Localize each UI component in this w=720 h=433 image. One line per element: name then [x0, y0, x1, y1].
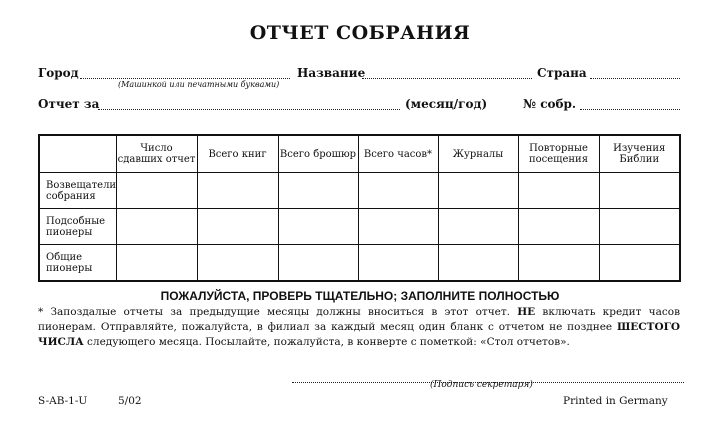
- table-cell[interactable]: [518, 173, 599, 209]
- form-code: S-AB-1-U: [38, 395, 88, 407]
- signature-caption: (Подпись секретаря): [430, 380, 533, 390]
- city-hint: (Машинкой или печатными буквами): [118, 80, 280, 89]
- header-reporters: Число сдавших отчет: [116, 135, 197, 173]
- report-period-field[interactable]: [98, 99, 400, 110]
- city-field[interactable]: [80, 68, 290, 79]
- footnote-part-1: * Запоздалые отчеты за предыдущие месяцы должны вноситься в этот отчет.: [38, 306, 518, 318]
- congregation-no-field[interactable]: [580, 99, 680, 110]
- row-label-regular-pioneers: Общие пионеры: [39, 245, 116, 282]
- table-row: [39, 173, 680, 209]
- table-cell[interactable]: [197, 173, 278, 209]
- header-hours: Всего часов*: [358, 135, 438, 173]
- printed-in: Printed in Germany: [563, 395, 668, 407]
- row-label-publishers: Возвещатели собрания: [39, 173, 116, 209]
- table-header-row: [39, 135, 680, 173]
- table-row: [39, 245, 680, 282]
- footnote-part-3: следующего месяца. Посылайте, пожалуйста, в конверте с пометкой: «Стол отчетов».: [83, 336, 570, 348]
- table-cell[interactable]: [599, 245, 680, 282]
- footnote-text: [38, 305, 680, 350]
- name-field[interactable]: [362, 68, 532, 79]
- instruction-heading: ПОЖАЛУЙСТА, ПРОВЕРЬ ТЩАТЕЛЬНО; ЗАПОЛНИТЕ ПОЛНОСТЬЮ: [160, 289, 560, 303]
- table-cell[interactable]: [518, 245, 599, 282]
- footnote-bold-sixth: ШЕСТОГО ЧИСЛА: [38, 321, 680, 348]
- table-cell[interactable]: [278, 173, 358, 209]
- row-label-auxiliary-pioneers: Подсобные пионеры: [39, 209, 116, 245]
- table-cell[interactable]: [599, 209, 680, 245]
- header-magazines: Журналы: [438, 135, 518, 173]
- header-corner: [39, 135, 116, 173]
- month-year-label: (месяц/год): [405, 97, 488, 111]
- table-cell[interactable]: [278, 245, 358, 282]
- header-bible-studies: Изучения Библии: [599, 135, 680, 173]
- header-books: Всего книг: [197, 135, 278, 173]
- country-field[interactable]: [590, 68, 680, 79]
- country-label: Страна: [537, 66, 587, 80]
- table-cell[interactable]: [278, 209, 358, 245]
- table-cell[interactable]: [116, 209, 197, 245]
- table-cell[interactable]: [518, 209, 599, 245]
- report-table: [38, 134, 681, 282]
- table-cell[interactable]: [197, 245, 278, 282]
- table-cell[interactable]: [438, 173, 518, 209]
- table-cell[interactable]: [599, 173, 680, 209]
- footnote-part-2: включать кредит часов пионерам. Отправляйте, пожалуйста, в филиал за каждый месяц один бланк с отчетом не позднее: [38, 306, 680, 333]
- table-cell[interactable]: [358, 245, 438, 282]
- name-label: Название: [297, 66, 366, 80]
- table-cell[interactable]: [197, 209, 278, 245]
- congregation-no-label: № собр.: [523, 97, 577, 111]
- table-cell[interactable]: [116, 245, 197, 282]
- footnote-bold-not: НЕ: [517, 306, 536, 318]
- report-for-label: Отчет за: [38, 97, 100, 111]
- header-brochures: Всего брошюр: [278, 135, 358, 173]
- table-cell[interactable]: [358, 173, 438, 209]
- form-date: 5/02: [118, 395, 142, 407]
- table-cell[interactable]: [438, 209, 518, 245]
- table-cell[interactable]: [438, 245, 518, 282]
- header-return-visits: Повторные посещения: [518, 135, 599, 173]
- form-title: ОТЧЕТ СОБРАНИЯ: [249, 22, 471, 44]
- table-cell[interactable]: [116, 173, 197, 209]
- city-label: Город: [38, 66, 79, 80]
- table-cell[interactable]: [358, 209, 438, 245]
- table-row: [39, 209, 680, 245]
